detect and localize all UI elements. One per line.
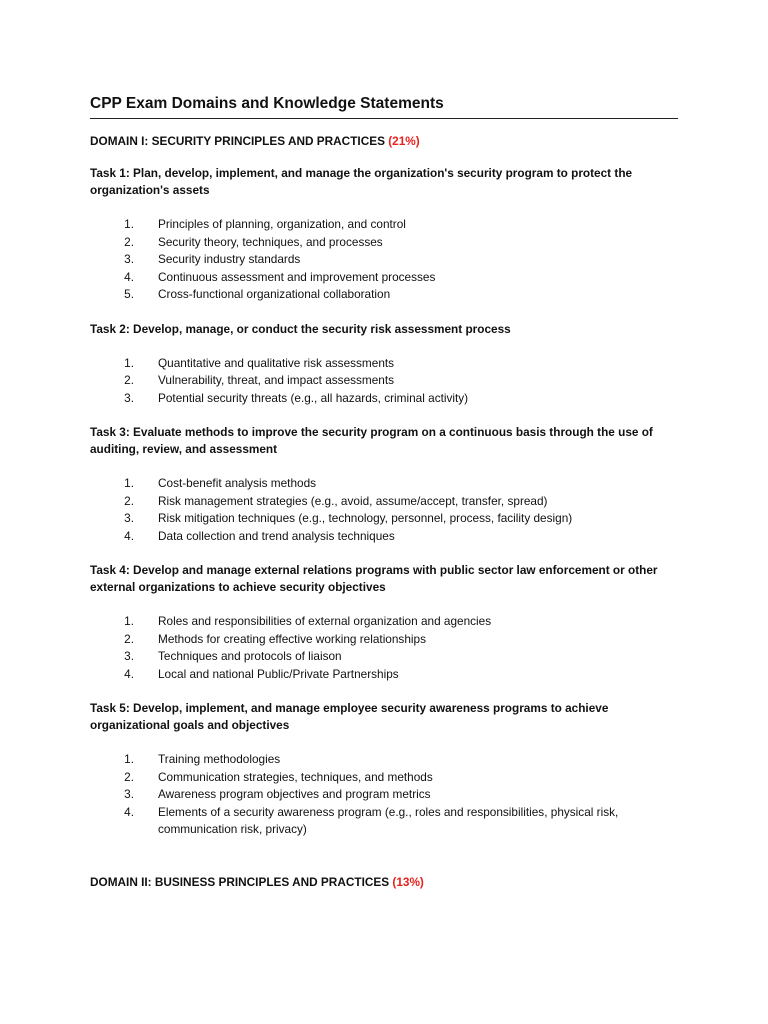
statement-text: Roles and responsibilities of external organization and agencies (158, 614, 492, 628)
statement-number: 3. (124, 390, 134, 405)
statement-text: Communication strategies, techniques, and methods (158, 769, 433, 784)
knowledge-statement (90, 286, 678, 304)
statement-text: Data collection and trend analysis techniques (158, 528, 395, 543)
knowledge-statement (90, 786, 678, 804)
statement-text: Risk management strategies (e.g., avoid, assume/accept, transfer, spread) (158, 493, 548, 508)
document-title: CPP Exam Domains and Knowledge Statements (90, 94, 678, 119)
knowledge-statement (90, 372, 678, 390)
statement-number: 5. (124, 287, 134, 301)
domain-heading (90, 874, 678, 890)
knowledge-statement-list (90, 475, 678, 545)
task-heading: Task 4: Develop and manage external relations programs with public sector law enforcement or other external organizations to achieve security objectives (90, 563, 658, 594)
statement-text: Security industry standards (158, 252, 301, 266)
knowledge-statement (90, 666, 678, 684)
statement-text: Methods for creating effective working relationships (158, 631, 426, 646)
knowledge-statement (90, 648, 678, 666)
domain-percentage: (13%) (392, 874, 424, 889)
domain-percentage: (21%) (388, 134, 420, 148)
knowledge-statement (90, 751, 678, 769)
statement-number: 2. (124, 373, 134, 387)
knowledge-statement (90, 769, 678, 787)
statement-text: Cross-functional organizational collaboration (158, 287, 391, 301)
statement-number: 2. (124, 493, 134, 508)
task-heading: Task 3: Evaluate methods to improve the security program on a continuous basis through the use of auditing, review, and assessment (90, 425, 653, 456)
knowledge-statement (90, 269, 678, 287)
knowledge-statement-list (90, 751, 678, 839)
statement-number: 2. (124, 631, 134, 646)
statement-text: Local and national Public/Private Partnerships (158, 666, 399, 681)
knowledge-statement-list (90, 355, 678, 408)
knowledge-statement (90, 390, 678, 408)
knowledge-statement-list (90, 613, 678, 683)
knowledge-statement (90, 510, 678, 528)
statement-number: 3. (124, 252, 134, 266)
knowledge-statement (90, 528, 678, 546)
statement-text: Training methodologies (158, 752, 281, 766)
knowledge-statement (90, 631, 678, 649)
statement-text: Principles of planning, organization, and control (158, 217, 406, 231)
statement-number: 1. (124, 217, 134, 231)
document-body (90, 133, 678, 890)
task-heading: Task 5: Develop, implement, and manage employee security awareness programs to achieve organizational goals and objectives (90, 701, 609, 732)
knowledge-statement (90, 234, 678, 252)
statement-text: Vulnerability, threat, and impact assessments (158, 373, 395, 387)
statement-number: 3. (124, 511, 134, 525)
knowledge-statement-list (90, 216, 678, 304)
statement-number: 1. (124, 752, 134, 766)
statement-number: 2. (124, 234, 134, 249)
statement-number: 3. (124, 649, 134, 663)
statement-number: 4. (124, 269, 134, 284)
knowledge-statement (90, 804, 678, 839)
knowledge-statement (90, 355, 678, 373)
knowledge-statement (90, 475, 678, 493)
statement-number: 2. (124, 769, 134, 784)
statement-text: Security theory, techniques, and processes (158, 234, 383, 249)
task-heading: Task 2: Develop, manage, or conduct the security risk assessment process (90, 321, 511, 336)
statement-text: Continuous assessment and improvement processes (158, 269, 436, 284)
statement-text: Quantitative and qualitative risk assessments (158, 355, 395, 370)
statement-number: 1. (124, 476, 134, 490)
statement-text: Elements of a security awareness program (e.g., roles and responsibilities, physical risk, communication risk, privacy) (158, 804, 619, 836)
knowledge-statement (90, 251, 678, 269)
statement-number: 4. (124, 528, 134, 543)
statement-number: 4. (124, 804, 134, 819)
knowledge-statement (90, 493, 678, 511)
statement-number: 4. (124, 666, 134, 681)
statement-text: Risk mitigation techniques (e.g., technology, personnel, process, facility design) (158, 511, 573, 525)
domain-title: DOMAIN I: SECURITY PRINCIPLES AND PRACTICES (90, 134, 385, 148)
domain-title: DOMAIN II: BUSINESS PRINCIPLES AND PRACTICES (90, 874, 390, 889)
knowledge-statement (90, 613, 678, 631)
statement-number: 1. (124, 355, 134, 370)
statement-text: Potential security threats (e.g., all hazards, criminal activity) (158, 390, 469, 405)
task-heading: Task 1: Plan, develop, implement, and manage the organization's security program to protect the organization's assets (90, 166, 633, 197)
document-page (90, 94, 678, 890)
domain-heading (90, 133, 678, 149)
statement-text: Techniques and protocols of liaison (158, 649, 342, 663)
statement-text: Awareness program objectives and program metrics (158, 787, 431, 801)
knowledge-statement (90, 216, 678, 234)
statement-number: 3. (124, 787, 134, 801)
statement-number: 1. (124, 614, 134, 628)
statement-text: Cost-benefit analysis methods (158, 476, 317, 490)
